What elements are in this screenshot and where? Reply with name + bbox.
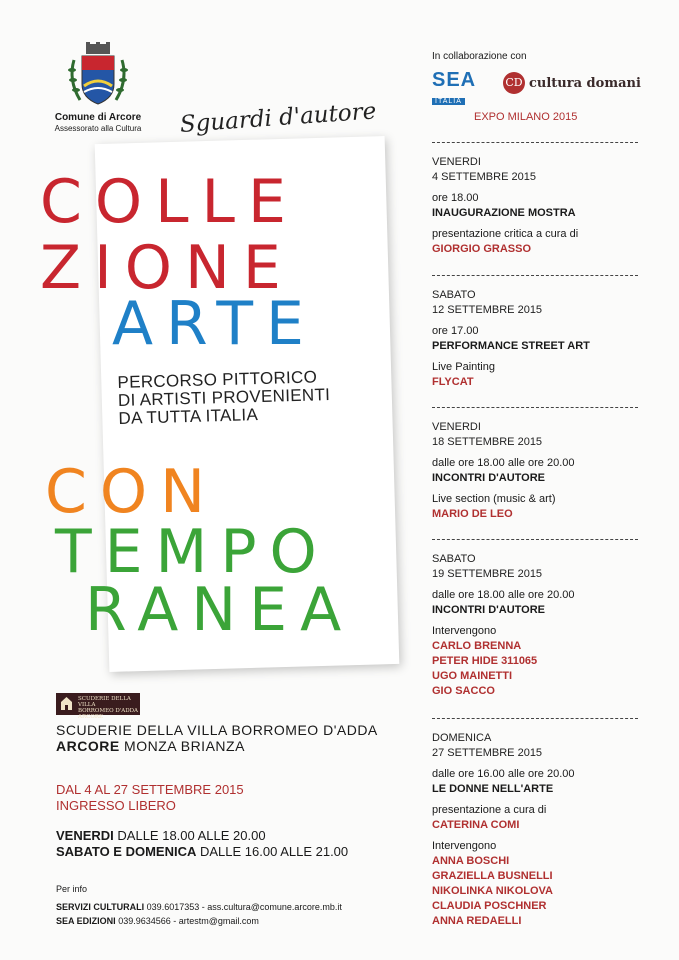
divider <box>432 275 638 276</box>
schedule-entry <box>432 552 575 699</box>
schedule-event: PERFORMANCE STREET ART <box>432 340 590 352</box>
schedule-day: VENERDI <box>432 156 481 168</box>
venue-city: ARCORE <box>56 738 120 754</box>
schedule-person: GRAZIELLA BUSNELLI <box>432 870 553 882</box>
schedule-day: DOMENICA <box>432 732 492 744</box>
venue-logo-text: ARCORE <box>78 714 103 720</box>
schedule-person: FLYCAT <box>432 376 474 388</box>
schedule-note: Intervengono <box>432 625 497 637</box>
schedule-note: Intervengono <box>432 840 497 852</box>
venue-province: MONZA BRIANZA <box>119 738 245 754</box>
schedule-time: dalle ore 18.00 alle ore 20.00 <box>432 589 575 601</box>
schedule-person: NIKOLINKA NIKOLOVA <box>432 885 553 897</box>
schedule-date: 4 SETTEMBRE 2015 <box>432 171 536 183</box>
schedule-person: ANNA REDAELLI <box>432 915 522 927</box>
info-label: Per info <box>56 884 88 894</box>
venue-name: SCUDERIE DELLA VILLA BORROMEO D'ADDA <box>56 722 378 738</box>
schedule-note: Live section (music & art) <box>432 493 556 505</box>
schedule-day: SABATO <box>432 553 476 565</box>
municipality-name: Comune di Arcore <box>54 112 142 123</box>
schedule-note: Live Painting <box>432 361 495 373</box>
schedule-person: PETER HIDE 311065 <box>432 655 538 667</box>
crest-icon <box>66 40 130 110</box>
schedule-person: GIORGIO GRASSO <box>432 243 532 255</box>
cultura-domani-logo <box>503 72 641 94</box>
tagline: Sguardi d'autore <box>179 98 378 138</box>
schedule-event: LE DONNE NELL'ARTE <box>432 783 554 795</box>
schedule-person: CLAUDIA POSCHNER <box>432 900 547 912</box>
contact-details: 039.6017353 - ass.cultura@comune.arcore.mb.it <box>144 902 342 912</box>
weekend-time: DALLE 16.00 ALLE 21.00 <box>196 844 349 859</box>
schedule-person: CARLO BRENNA <box>432 640 522 652</box>
schedule-time: dalle ore 18.00 alle ore 20.00 <box>432 457 575 469</box>
schedule-day: SABATO <box>432 289 476 301</box>
schedule-date: 18 SETTEMBRE 2015 <box>432 436 543 448</box>
schedule-event: INCONTRI D'AUTORE <box>432 472 546 484</box>
schedule-note: presentazione a cura di <box>432 804 547 816</box>
venue-location <box>56 738 245 754</box>
entry-info: INGRESSO LIBERO <box>56 798 176 813</box>
weekend-label: SABATO E DOMENICA <box>56 844 197 859</box>
sea-logo-text: SEA <box>432 69 477 91</box>
sea-logo <box>432 69 500 105</box>
subtitle-line: PERCORSO PITTORICO <box>117 367 318 392</box>
schedule-person: GIO SACCO <box>432 685 495 697</box>
contact-details: 039.9634566 - artestm@gmail.com <box>115 916 259 926</box>
venue-logo-text: BORROMEO D'ADDA <box>78 708 139 714</box>
title-line-6: RANEA <box>85 575 355 645</box>
cd-mark: CD <box>503 72 525 94</box>
divider <box>432 407 638 408</box>
schedule-date: 19 SETTEMBRE 2015 <box>432 568 543 580</box>
sea-logo-subtext: ITALIA <box>432 98 465 105</box>
schedule-time: ore 17.00 <box>432 325 479 337</box>
schedule-event: INCONTRI D'AUTORE <box>432 604 546 616</box>
schedule-day: VENERDI <box>432 421 481 433</box>
subtitle <box>117 368 331 428</box>
title-line-2: ZIONE <box>40 233 294 303</box>
schedule-event: INAUGURAZIONE MOSTRA <box>432 207 576 219</box>
title-line-4: CON <box>45 457 219 527</box>
contact-info <box>56 882 342 928</box>
title-line-5: TEMPO <box>55 517 330 587</box>
title-line-3: ARTE <box>112 289 317 359</box>
schedule-date: 12 SETTEMBRE 2015 <box>432 304 543 316</box>
subtitle-line: DA TUTTA ITALIA <box>118 405 259 428</box>
contact-name: SERVIZI CULTURALI <box>56 902 145 912</box>
title-line-1: COLLE <box>40 167 299 237</box>
opening-hours <box>56 828 348 860</box>
venue-logo-text: SCUDERIE DELLA VILLA <box>78 696 131 708</box>
schedule-entry <box>432 731 575 929</box>
schedule-entry <box>432 420 575 522</box>
schedule-person: UGO MAINETTI <box>432 670 513 682</box>
villa-icon <box>60 696 73 711</box>
subtitle-line: DI ARTISTI PROVENIENTI <box>117 385 331 410</box>
schedule-curator: CATERINA COMI <box>432 819 520 831</box>
expo-label: EXPO MILANO 2015 <box>474 111 578 123</box>
weekday-time: DALLE 18.00 ALLE 20.00 <box>113 828 266 843</box>
schedule-time: ore 18.00 <box>432 192 479 204</box>
schedule-person: MARIO DE LEO <box>432 508 513 520</box>
schedule-person: ANNA BOSCHI <box>432 855 510 867</box>
date-range: DAL 4 AL 27 SETTEMBRE 2015 <box>56 782 244 797</box>
schedule-entry <box>432 155 578 257</box>
schedule-entry <box>432 288 590 390</box>
divider <box>432 718 638 719</box>
divider <box>432 142 638 143</box>
schedule-date: 27 SETTEMBRE 2015 <box>432 747 543 759</box>
contact-name: SEA EDIZIONI <box>56 916 116 926</box>
collaboration-label: In collaborazione con <box>432 51 527 62</box>
weekday-label: VENERDI <box>56 828 114 843</box>
cd-text: cultura domani <box>529 75 641 91</box>
exhibition-dates <box>56 782 244 814</box>
schedule-time: dalle ore 16.00 alle ore 20.00 <box>432 768 575 780</box>
venue-logo <box>56 693 140 720</box>
schedule-note: presentazione critica a cura di <box>432 228 579 240</box>
divider <box>432 539 638 540</box>
department-name: Assessorato alla Cultura <box>54 124 142 133</box>
